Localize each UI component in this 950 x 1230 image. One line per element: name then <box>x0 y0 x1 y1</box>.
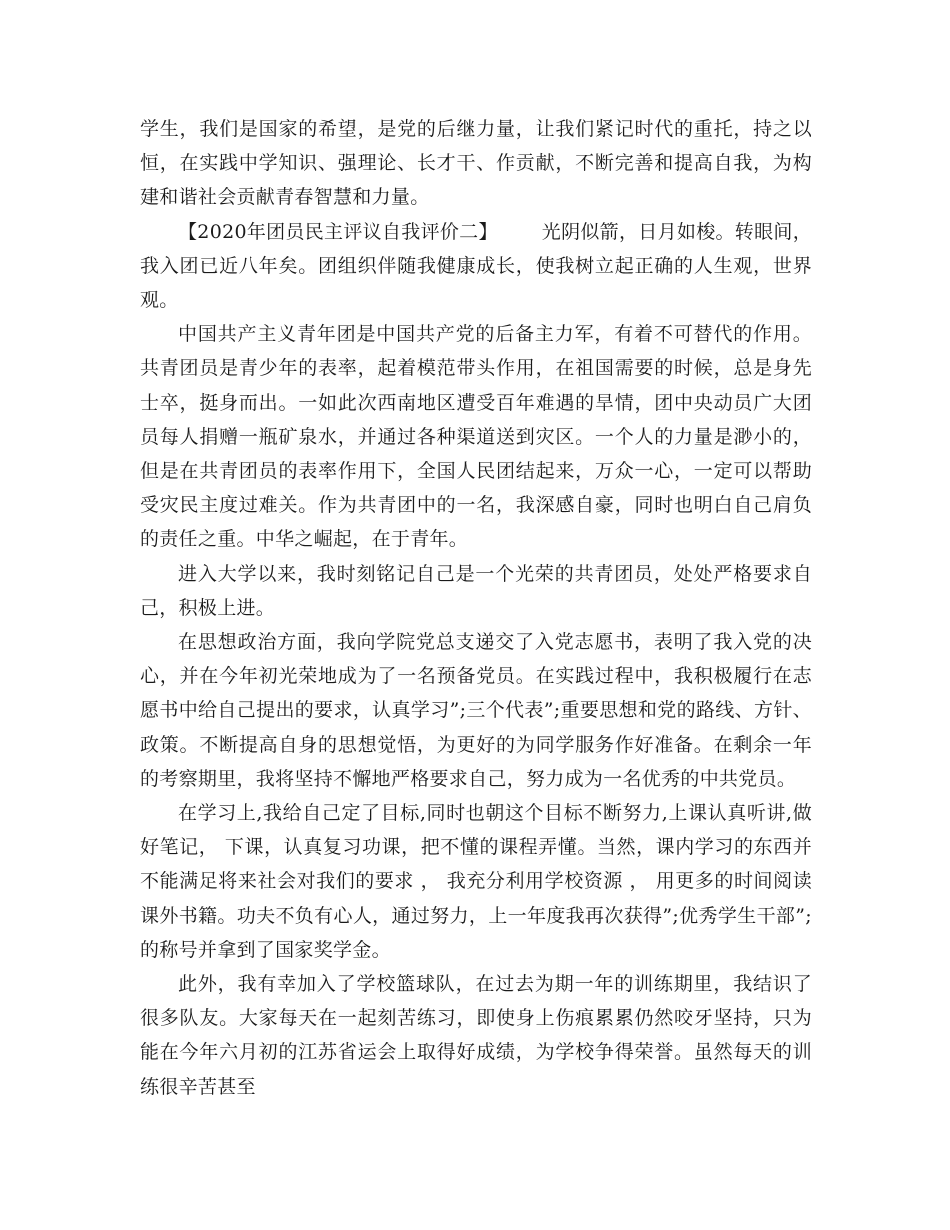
paragraph-2 <box>140 215 812 318</box>
paragraph-1: 学生，我们是国家的希望，是党的后继力量，让我们紧记时代的重托，持之以恒，在实践中学知识、强理论、长才干、作贡献，不断完善和提高自我，为构建和谐社会贡献青春智慧和力量。 <box>140 118 812 209</box>
paragraph-4: 进入大学以来，我时刻铭记自己是一个光荣的共青团员，处处严格要求自己，积极上进。 <box>140 562 812 619</box>
paragraph-5: 在思想政治方面，我向学院党总支递交了入党志愿书，表明了我入党的决心，并在今年初光荣地成为了一名预备党员。在实践过程中，我积极履行在志愿书中给自己提出的要求，认真学习”;三个代表”;重要思想和党的路线、方针、政策。不断提高自身的思想觉悟，为更好的为同学服务作好准备。在剩余一年的考察期里，我将坚持不懈地严格要求自己，努力成为一名优秀的中共党员。 <box>140 631 812 790</box>
paragraph-2-text: 光阴似箭，日月如梭。转眼间，我入团已近八年矣。团组织伴随我健康成长，使我树立起正确的人生观，世界观。 <box>140 220 812 312</box>
document-body <box>140 112 812 1104</box>
paragraph-3: 中国共产主义青年团是中国共产党的后备主力军，有着不可替代的作用。共青团员是青少年的表率，起着模范带头作用，在祖国需要的时候，总是身先士卒，挺身而出。一如此次西南地区遭受百年难遇的旱情，团中央动员广大团员每人捐赠一瓶矿泉水，并通过各种渠道送到灾区。一个人的力量是渺小的，但是在共青团员的表率作用下，全国人民团结起来，万众一心，一定可以帮助受灾民主度过难关。作为共青团中的一名，我深感自豪，同时也明白自己肩负的责任之重。中华之崛起，在于青年。 <box>140 323 812 551</box>
paragraph-7: 此外，我有幸加入了学校篮球队，在过去为期一年的训练期里，我结识了很多队友。大家每天在一起刻苦练习，即使身上伤痕累累仍然咬牙坚持，只为能在今年六月初的江苏省运会上取得好成绩，为学校争得荣誉。虽然每天的训练很辛苦甚至 <box>140 973 812 1098</box>
paragraph-6: 在学习上,我给自己定了目标,同时也朝这个目标不断努力,上课认真听讲,做好笔记， 下课，认真复习功课，把不懂的课程弄懂。当然，课内学习的东西并不能满足将来社会对我们的要求 ， 我充分利用学校资源 ， 用更多的时间阅读课外书籍。功夫不负有心人，通过努力，上一年度我再次获得”;优秀学生干部”;的称号并拿到了国家奖学金。 <box>140 802 812 961</box>
section-heading: 【2020年团员民主评议自我评价二】 <box>178 220 498 243</box>
